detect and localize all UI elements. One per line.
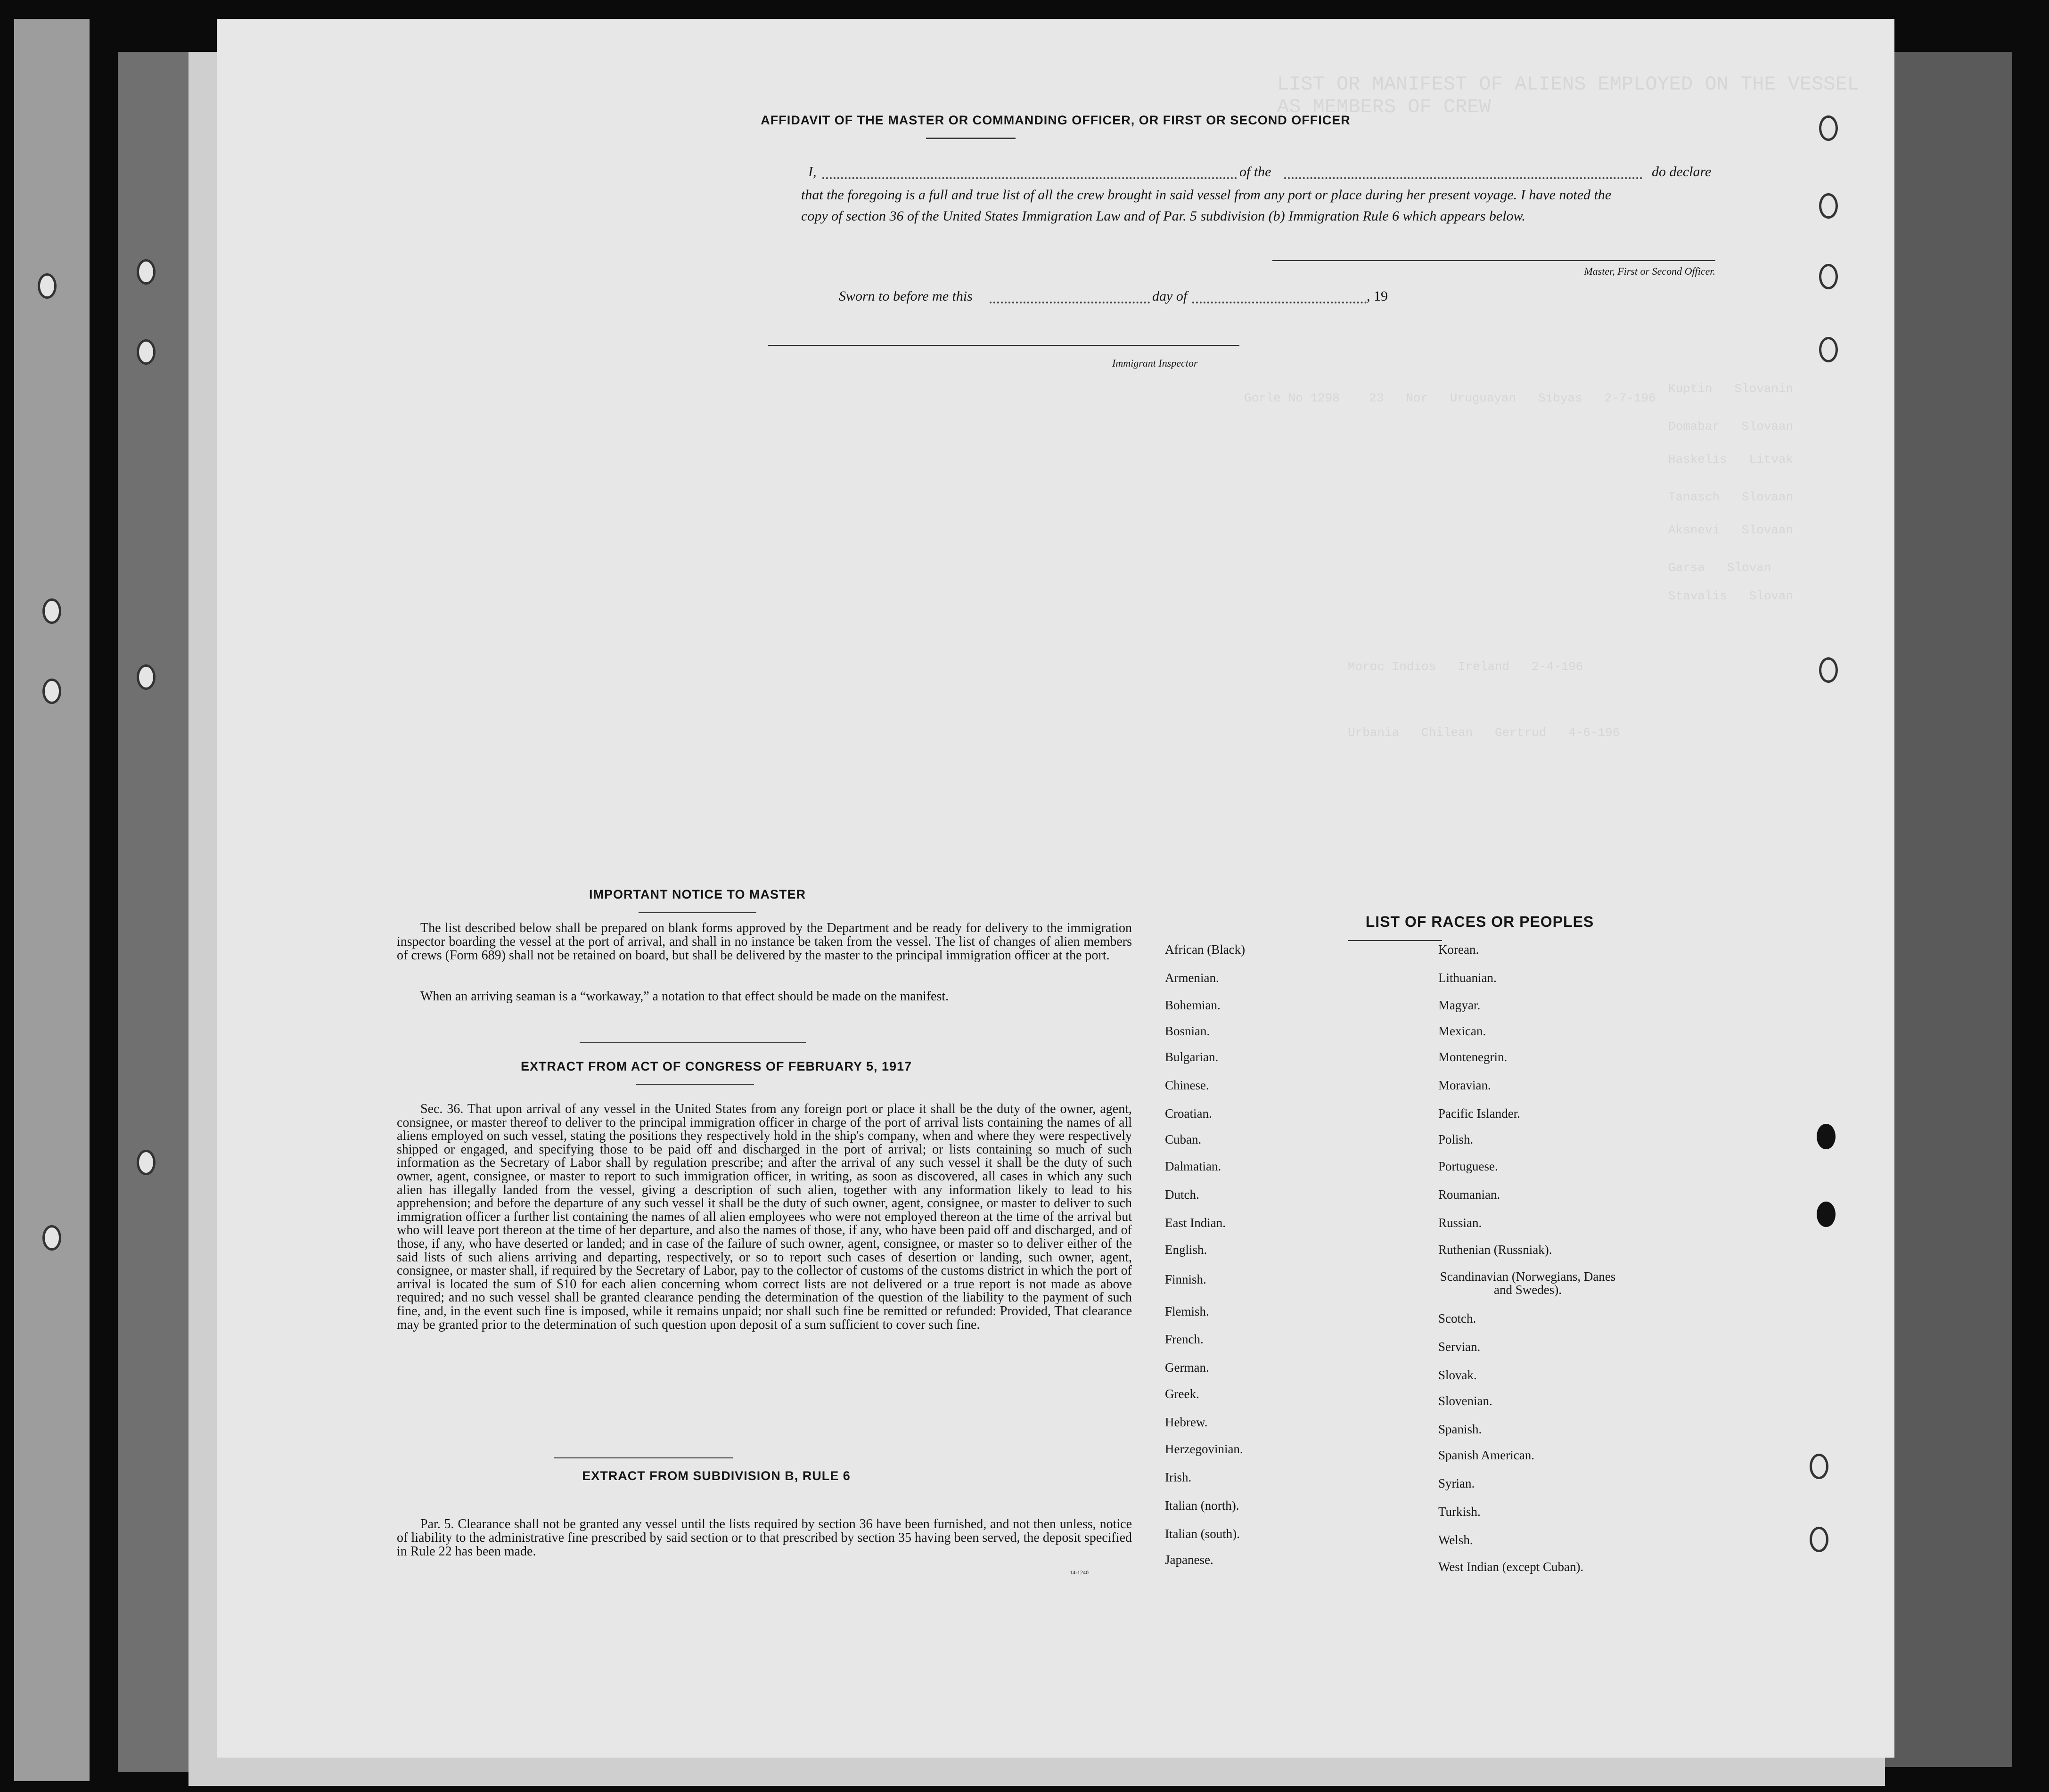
race-item: Moravian. bbox=[1438, 1078, 1491, 1092]
binder-hole bbox=[38, 273, 57, 299]
race-item: Japanese. bbox=[1165, 1553, 1213, 1567]
race-item: Irish. bbox=[1165, 1470, 1192, 1484]
race-item: Syrian. bbox=[1438, 1476, 1475, 1490]
race-item: Italian (south). bbox=[1165, 1527, 1240, 1541]
binder-hole bbox=[1810, 1527, 1828, 1552]
race-item: Korean. bbox=[1438, 942, 1479, 957]
affidavit-line-3: copy of section 36 of the United States Immigration Law and of Par. 5 subdivision (b) Immigration Rule 6 which appears below. bbox=[801, 208, 1525, 224]
race-item: Scandinavian (Norwegians, Danes and Swedes). bbox=[1440, 1269, 1616, 1297]
race-item: Spanish. bbox=[1438, 1422, 1482, 1436]
race-item: English. bbox=[1165, 1243, 1207, 1257]
race-item: Servian. bbox=[1438, 1340, 1481, 1354]
binder-hole bbox=[42, 1225, 61, 1251]
race-item: Hebrew. bbox=[1165, 1415, 1208, 1429]
race-item: Flemish. bbox=[1165, 1304, 1209, 1318]
do-declare-label: do declare bbox=[1652, 164, 1712, 180]
binder-hole bbox=[137, 1150, 156, 1175]
inspector-caption: Immigrant Inspector bbox=[1112, 357, 1198, 369]
races-title: LIST OF RACES OR PEOPLES bbox=[1365, 913, 1594, 930]
race-item: Ruthenian (Russniak). bbox=[1438, 1243, 1552, 1257]
sworn-label: Sworn to before me this bbox=[839, 288, 973, 304]
race-item: Mexican. bbox=[1438, 1024, 1486, 1038]
act-extract-title: EXTRACT FROM ACT OF CONGRESS OF FEBRUARY 5, 1917 bbox=[520, 1059, 912, 1073]
notice-paragraph-1: The list described below shall be prepared on blank forms approved by the Department and be ready for delivery to the immigration inspector boarding the vessel at the port of arrival, and shall in no instance be taken from the vessel. The list of changes of alien members of crews (Form 689) shall not be retained on board, but shall be delivered by the master to the principal immigration officer at the port. bbox=[397, 921, 1132, 963]
race-item: French. bbox=[1165, 1332, 1204, 1346]
divider bbox=[1348, 940, 1442, 941]
form-number: 14-1240 bbox=[1070, 1569, 1089, 1576]
race-item: Roumanian. bbox=[1438, 1187, 1500, 1202]
i-label: I, bbox=[808, 164, 817, 180]
binder-hole bbox=[137, 339, 156, 365]
divider bbox=[636, 1084, 754, 1085]
binder-hole bbox=[1817, 1124, 1836, 1149]
race-item: Dutch. bbox=[1165, 1187, 1199, 1202]
race-item: Bulgarian. bbox=[1165, 1050, 1219, 1064]
notice-title: IMPORTANT NOTICE TO MASTER bbox=[589, 887, 806, 901]
race-item: Pacific Islander. bbox=[1438, 1106, 1520, 1121]
binder-hole bbox=[1810, 1454, 1828, 1479]
race-item: Italian (north). bbox=[1165, 1498, 1239, 1513]
rule-extract-title: EXTRACT FROM SUBDIVISION B, RULE 6 bbox=[582, 1469, 851, 1483]
binder-hole bbox=[1819, 657, 1838, 683]
act-extract-text: Sec. 36. That upon arrival of any vessel in the United States from any foreign port or place it shall be the duty of the owner, agent, consignee, or master thereof to deliver to the principal immigration officer in charge of the port of arrival lists containing the names of all aliens employed on such vessel, stating the positions they respectively hold in the ship's company, when and where they were respectively shipped or engaged, and specifying those to be paid off and discharged in the port of arrival; or lists containing so much of such information as the Secretary of Labor shall by regulation prescribe; and after the arrival of any such vessel it shall be the duty of such owner, agent, consignee, or master to report to such immigration officer, in writing, as soon as discovered, all cases in which any such alien has illegally landed from the vessel, giving a description of such alien, together with any information likely to lead to his apprehension; and before the departure of any such vessel it shall be the duty of such owner, agent, consignee, or master to deliver to such immigration officer a further list containing the names of all alien employees who were not employed thereon at the time of the arrival but who will leave port thereon at the time of her departure, and also the names of those, if any, who have been paid off and discharged, and of those, if any, who have deserted or landed; and in case of the failure of such owner, agent, consignee, or master so to deliver either of the said lists of such aliens arriving and departing, respectively, or so to report such cases of desertion or landing, such owner, agent, consignee, or master shall, if required by the Secretary of Labor, pay to the collector of customs of the customs district in which the port of arrival is located the sum of $10 for each alien concerning whom correct lists are not delivered or a true report is not made as above required; and no such vessel shall be granted clearance pending the determination of the question of the liability to the payment of such fine, and, in the event such fine is imposed, while it remains unpaid; nor shall such fine be remitted or refunded: Provided, That clearance may be granted prior to the determination of such question upon deposit of a sum sufficient to cover such fine. bbox=[397, 1102, 1132, 1332]
race-item: Lithuanian. bbox=[1438, 971, 1497, 985]
binder-hole bbox=[1819, 337, 1838, 362]
race-item: Montenegrin. bbox=[1438, 1050, 1508, 1064]
binder-hole bbox=[1819, 264, 1838, 289]
race-item: Herzegovinian. bbox=[1165, 1442, 1243, 1456]
race-item: Welsh. bbox=[1438, 1533, 1473, 1547]
document-page: AFFIDAVIT OF THE MASTER OR COMMANDING OFFICER, OR FIRST OR SECOND OFFICER I, of the do declare that the foregoing is a full and true list of all the crew brought in said vessel from any port or place during her present voyage. I have noted the copy of section 36 of the United States Immigration Law and of Par. 5 subdivision (b) Immigration Rule 6 which appears below. Master, First or Second Officer. Sworn to before me this day of , 19 Immigrant Inspector LIST OR MANIFEST OF ALIENS EMPLOYED ON THE VESSEL AS MEMBERS OF CREW Kuptin Slovanin Domabar Slovaan Haskelis Litvak Tanasch Slovaan Aksnevi Slovaan Garsa Slovan Stavalis Slovan Gorle No 1298 23 Nor Uruguayan Sibyas 2-7-196 Moroc Indios Ireland 2-4-196 Urbania Chilean Gertrud 4-6-196 IMPORTANT NOTICE TO MASTER The list described below shall be prepared on blank forms approved by the Department and be ready for delivery to the immigration inspector boarding the vessel at the port of arrival, and shall in no instance be taken from the vessel. The list of changes of alien members of crews (Form 689) shall not be retained on board, but shall be delivered by the master to the principal immigration officer at the port. When an arriving seaman is a “workaway,” a notation to that effect should be made on the manifest. EXTRACT FROM ACT OF CONGRESS OF FEBRUARY 5, 1917 Sec. 36. That upon arrival of any vessel in the United States from any foreign port or place it shall be the duty of the owner, agent, consignee, or master thereof to deliver to the principal immigration officer in charge of the port of arrival lists containing the names of all aliens employed on such vessel, stating the positions they respectively hold in the ship's company, when and where they were respectively shipped or engaged, and specifying those to be paid off and discharged in the port of arrival; or lists containing so much of such information as the Secretary of Labor shall by regulation prescribe; and after the arrival of any such vessel it shall be the duty of such owner, agent, consignee, or master to report to such immigration officer, in writing, as soon as discovered, all cases in which any such alien has illegally landed from the vessel, giving a description of such alien, together with any information likely to lead to his apprehension; and before the departure of any such vessel it shall be the duty of such owner, agent, consignee, or master to deliver to such immigration officer a further list containing the names of all alien employees who were not employed thereon at the time of the arrival but who will leave port thereon at the time of her departure, and also the names of those, if any, who have been paid off and discharged, and of those, if any, who have deserted or landed; and in case of the failure of such owner, agent, consignee, or master so to deliver either of the said lists of such aliens arriving and departing, respectively, or so to report such cases of desertion or landing, such owner, agent, consignee, or master shall, if required by the Secretary of Labor, pay to the collector of customs of the customs district in which the port of arrival is located the sum of $10 for each alien concerning whom correct lists are not delivered or a true report is not made as above required; and no such vessel shall be granted clearance pending the determination of the question of the liability to the payment of such fine, and, in the event such fine is imposed, while it remains unpaid; nor shall such fine be remitted or refunded: Provided, That clearance may be granted prior to the determination of such question upon deposit of a sum sufficient to cover such fine. EXTRACT FROM SUBDIVISION B, RULE 6 Par. 5. Clearance shall not be granted any vessel until the lists required by section 36 have been furnished, and not then unless, notice of liability to the administrative fine prescribed by said section or to that prescribed by section 35 having been served, the deposit specified in Rule 22 has been made. 14-1240 LIST OF RACES OR PEOPLES African (Black) Armenian. Bohemian. Bosnian. Bulgarian. Chinese. Croatian. Cuban. Dalmatian. Dutch. East Indian. English. Finnish. Flemish. French. German. Greek. Hebrew. Herzegovinian. Irish. Italian (north). Italian (south). Japanese. Korean. Lithuanian. Magyar. Mexican. Montenegrin. Moravian. Pacific Islander. Polish. Portuguese. Roumanian. Russian. Ruthenian (Russniak). Scandinavian (Norwegians, Danes and Swedes). Scotch. Servian. Slovak. Slovenian. Spanish. Spanish American. Syrian. Turkish. Welsh. West Indian (except Cuban). bbox=[217, 19, 1894, 1758]
race-item: Slovenian. bbox=[1438, 1394, 1492, 1408]
race-item: East Indian. bbox=[1165, 1216, 1226, 1230]
binder-hole bbox=[1819, 193, 1838, 219]
vessel-field[interactable] bbox=[1284, 177, 1642, 179]
divider bbox=[926, 138, 1016, 139]
binder-hole bbox=[137, 664, 156, 690]
notice-paragraph-2: When an arriving seaman is a “workaway,” a notation to that effect should be made on the manifest. bbox=[420, 989, 949, 1004]
race-item: Spanish American. bbox=[1438, 1448, 1534, 1462]
affidavit-line-2: that the foregoing is a full and true list of all the crew brought in said vessel from any port or place during her present voyage. I have noted the bbox=[801, 187, 1612, 203]
race-item: West Indian (except Cuban). bbox=[1438, 1560, 1584, 1574]
sworn-month-field[interactable] bbox=[1192, 302, 1367, 303]
year-label: , 19 bbox=[1367, 288, 1388, 304]
race-item: Magyar. bbox=[1438, 998, 1481, 1012]
signature-line[interactable] bbox=[1272, 260, 1715, 261]
divider bbox=[554, 1457, 733, 1458]
day-of-label: day of bbox=[1152, 288, 1188, 304]
rule-extract-text: Par. 5. Clearance shall not be granted any vessel until the lists required by section 36 have been furnished, and not then unless, notice of liability to the administrative fine prescribed by said section or to that prescribed by section 35 having been served, the deposit specified in Rule 22 has been made. bbox=[397, 1517, 1132, 1559]
race-item: African (Black) bbox=[1165, 942, 1246, 957]
affidavit-title: AFFIDAVIT OF THE MASTER OR COMMANDING OFFICER, OR FIRST OR SECOND OFFICER bbox=[761, 113, 1351, 127]
divider bbox=[580, 1042, 806, 1043]
signature-caption: Master, First or Second Officer. bbox=[1584, 265, 1715, 277]
sworn-day-field[interactable] bbox=[990, 302, 1150, 303]
race-item: Polish. bbox=[1438, 1132, 1474, 1146]
binder-hole bbox=[137, 259, 156, 285]
race-item: Russian. bbox=[1438, 1216, 1482, 1230]
race-item: Turkish. bbox=[1438, 1505, 1481, 1519]
name-field[interactable] bbox=[822, 177, 1237, 179]
race-item: Portuguese. bbox=[1438, 1159, 1498, 1173]
binder-hole bbox=[42, 598, 61, 624]
race-item: Scotch. bbox=[1438, 1311, 1476, 1326]
inspector-signature-line[interactable] bbox=[768, 345, 1239, 346]
race-item: Bohemian. bbox=[1165, 998, 1221, 1012]
race-item: Bosnian. bbox=[1165, 1024, 1210, 1038]
of-the-label: of the bbox=[1239, 164, 1271, 180]
race-item: Armenian. bbox=[1165, 971, 1219, 985]
race-item: Croatian. bbox=[1165, 1106, 1212, 1121]
binder-hole bbox=[42, 679, 61, 704]
race-item: Chinese. bbox=[1165, 1078, 1209, 1092]
race-item: Slovak. bbox=[1438, 1368, 1477, 1382]
race-item: Finnish. bbox=[1165, 1272, 1206, 1286]
race-item: Cuban. bbox=[1165, 1132, 1202, 1146]
divider bbox=[639, 912, 756, 913]
race-item: Greek. bbox=[1165, 1387, 1199, 1401]
binder-hole bbox=[1817, 1202, 1836, 1227]
race-item: German. bbox=[1165, 1360, 1209, 1375]
race-item: Dalmatian. bbox=[1165, 1159, 1221, 1173]
